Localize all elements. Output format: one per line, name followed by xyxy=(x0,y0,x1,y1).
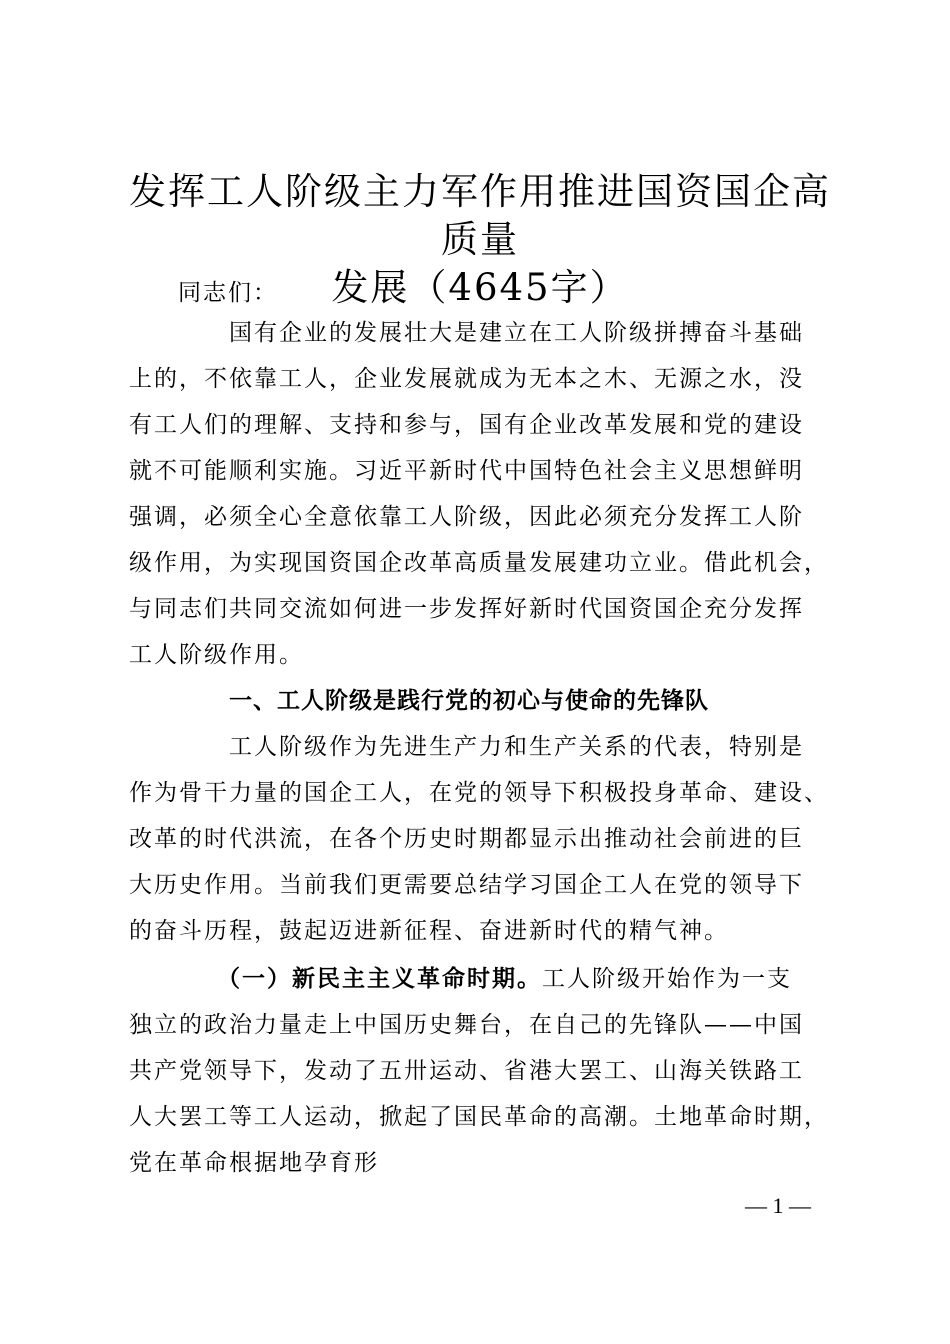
paragraph-line: 共产党领导下，发动了五卅运动、省港大罢工、山海关铁路工 xyxy=(129,1058,804,1084)
paragraph-line: 的奋斗历程，鼓起迈进新征程、奋进新时代的精气神。 xyxy=(129,918,729,944)
paragraph-line: 改革的时代洪流，在各个历史时期都显示出推动社会前进的巨 xyxy=(129,826,804,852)
subsection-lead: （一）新民主主义革命时期。 xyxy=(217,965,542,992)
paragraph-line: 国有企业的发展壮大是建立在工人阶级拼搏奋斗基础 xyxy=(229,320,804,346)
paragraph-text: 工人阶级开始作为一支 xyxy=(542,966,792,992)
paragraph-line: 工人阶级作用。 xyxy=(129,642,304,668)
section-heading-1: 一、工人阶级是践行党的初心与使命的先锋队 xyxy=(229,688,709,714)
salutation: 同志们： xyxy=(178,280,278,306)
paragraph-first-line xyxy=(217,964,792,994)
paragraph-line: 与同志们共同交流如何进一步发挥好新时代国资国企充分发挥 xyxy=(129,596,804,622)
paragraph-line: 工人阶级作为先进生产力和生产关系的代表，特别是 xyxy=(229,734,804,760)
paragraph-line: 作为骨干力量的国企工人，在党的领导下积极投身革命、建设、 xyxy=(129,780,829,806)
paragraph-line: 大历史作用。当前我们更需要总结学习国企工人在党的领导下 xyxy=(129,872,804,898)
paragraph-line: 党在革命根据地孕育形 xyxy=(129,1150,379,1176)
paragraph-line: 强调，必须全心全意依靠工人阶级，因此必须充分发挥工人阶 xyxy=(129,504,804,530)
paragraph-line: 就不可能顺利实施。习近平新时代中国特色社会主义思想鲜明 xyxy=(129,458,804,484)
paragraph-line: 有工人们的理解、支持和参与，国有企业改革发展和党的建设 xyxy=(129,412,804,438)
page-number: — 1 — xyxy=(745,1193,811,1218)
title-line-1: 发挥工人阶级主力军作用推进国资国企高质量 xyxy=(129,170,831,261)
paragraph-line: 上的，不依靠工人，企业发展就成为无本之木、无源之水，没 xyxy=(129,366,804,392)
paragraph-line: 人大罢工等工人运动，掀起了国民革命的高潮。土地革命时期， xyxy=(129,1104,829,1130)
title-line-2: 发展（4645字） xyxy=(331,266,629,309)
paragraph-line: 级作用，为实现国资国企改革高质量发展建功立业。借此机会， xyxy=(129,550,829,576)
paragraph-line: 独立的政治力量走上中国历史舞台，在自己的先锋队——中国 xyxy=(129,1012,804,1038)
